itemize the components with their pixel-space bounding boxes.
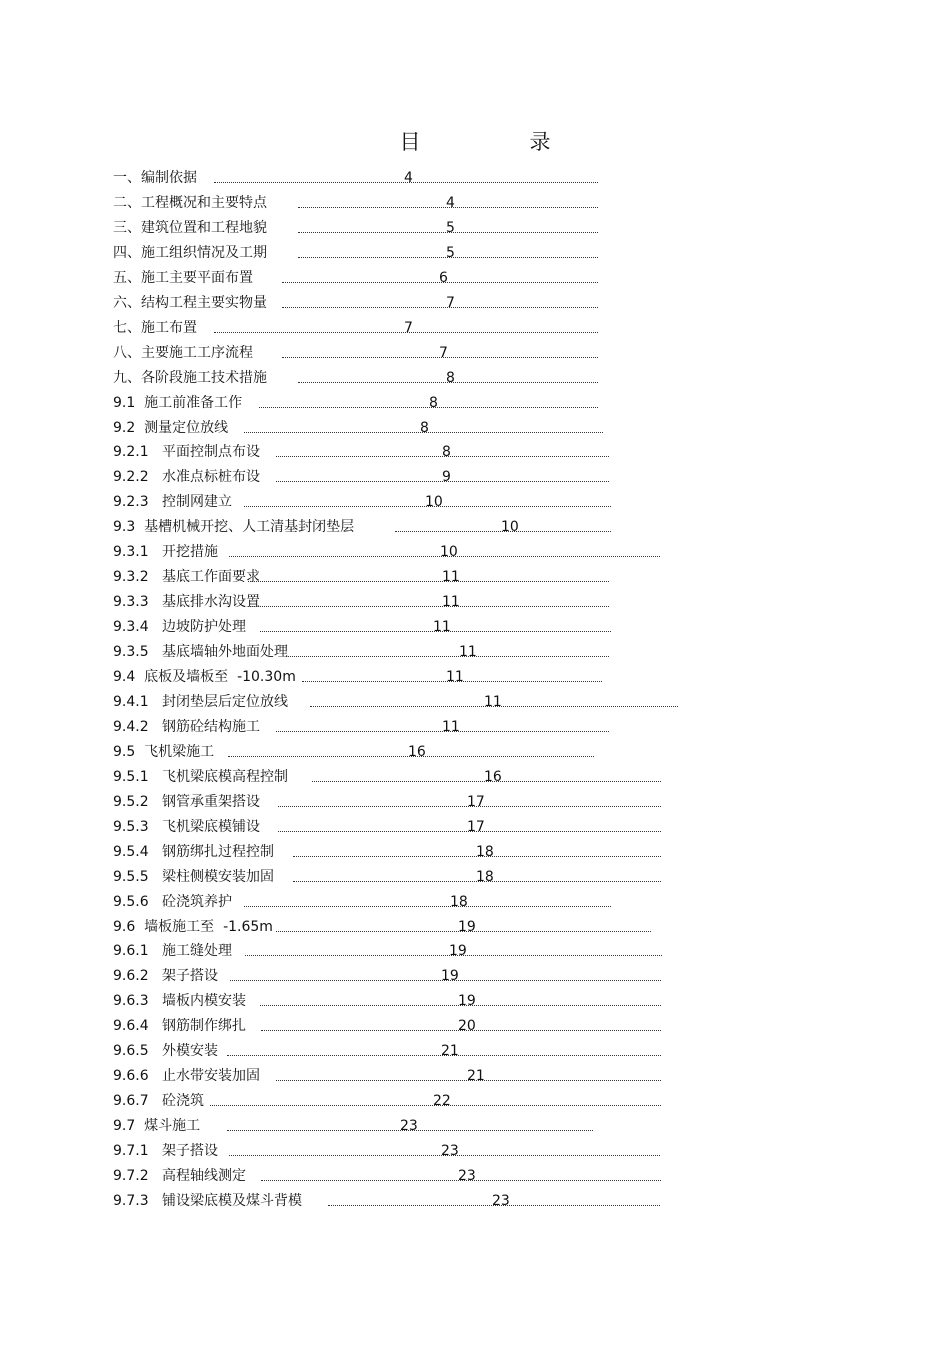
toc-entry-page-number: 7 (446, 294, 455, 311)
toc-entry[interactable] (113, 691, 678, 713)
toc-entry-label: 9.5 飞机梁施工 (113, 743, 215, 760)
toc-entry-label: 二、工程概况和主要特点 (113, 194, 267, 211)
toc-entry-page-number: 5 (446, 219, 455, 236)
toc-entry-page-number: 11 (484, 693, 502, 710)
toc-entry-label: 9.5.6 砼浇筑养护 (113, 893, 232, 910)
toc-entry-label: 9.3 基槽机械开挖、人工清基封闭垫层 (113, 519, 355, 536)
toc-entry[interactable] (113, 1090, 661, 1112)
toc-entry-label: 9.7.1 架子搭设 (113, 1143, 218, 1160)
toc-entry[interactable] (113, 1015, 661, 1037)
toc-entry-label: 9.3.2 基底工作面要求 (113, 569, 260, 586)
toc-entry-page-number: 8 (420, 419, 429, 436)
toc-entry-label: 9.2.3 控制网建立 (113, 494, 232, 511)
toc-entry[interactable] (113, 1065, 661, 1087)
toc-entry[interactable] (113, 217, 598, 239)
toc-entry-page-number: 23 (400, 1118, 418, 1135)
toc-entry-label: 9.1 施工前准备工作 (113, 394, 243, 411)
toc-entry[interactable] (113, 791, 661, 813)
dot-leader (286, 656, 609, 657)
toc-entry-page-number: 8 (429, 394, 438, 411)
toc-entry-page-number: 8 (442, 444, 451, 461)
toc-entry-page-number: 18 (450, 893, 468, 910)
dot-leader (244, 906, 611, 907)
toc-entry[interactable] (113, 616, 611, 638)
toc-entry[interactable] (113, 541, 660, 563)
toc-entry[interactable] (113, 267, 598, 289)
toc-entry[interactable] (113, 1040, 661, 1062)
toc-entry-page-number: 6 (439, 269, 448, 286)
toc-entry[interactable] (113, 940, 662, 962)
toc-entry[interactable] (113, 916, 651, 938)
toc-entry-page-number: 17 (467, 793, 485, 810)
toc-entry-label: 9.6.2 架子搭设 (113, 968, 218, 985)
toc-entry[interactable] (113, 242, 598, 264)
toc-entry[interactable] (113, 466, 609, 488)
toc-entry-label: 9.6.3 墙板内模安装 (113, 993, 246, 1010)
toc-entry[interactable] (113, 1140, 660, 1162)
toc-entry-label: 9.2.2 水准点标桩布设 (113, 469, 260, 486)
toc-entry-page-number: 23 (441, 1143, 459, 1160)
toc-entry-page-number: 18 (476, 868, 494, 885)
toc-entry[interactable] (113, 1115, 593, 1137)
toc-entry-label: 四、施工组织情况及工期 (113, 244, 267, 261)
toc-entry-page-number: 22 (433, 1093, 451, 1110)
toc-entry[interactable] (113, 566, 609, 588)
toc-entry[interactable] (113, 392, 598, 414)
toc-entry-page-number: 10 (425, 494, 443, 511)
toc-entry[interactable] (113, 317, 598, 339)
toc-entry[interactable] (113, 167, 598, 189)
toc-entry-page-number: 4 (446, 194, 455, 211)
toc-entry-label: 9.6.5 外模安装 (113, 1043, 218, 1060)
toc-entry-label: 9.5.5 梁柱侧模安装加固 (113, 868, 274, 885)
toc-entry-page-number: 11 (442, 718, 460, 735)
dot-leader (282, 307, 598, 308)
toc-entry[interactable] (113, 491, 611, 513)
toc-entry-label: 七、施工布置 (113, 319, 197, 336)
toc-entry-page-number: 11 (446, 669, 464, 685)
toc-entry-page-number: 17 (467, 818, 485, 835)
toc-entry[interactable] (113, 591, 609, 613)
toc-entry[interactable] (113, 741, 594, 763)
toc-entry[interactable] (113, 641, 609, 663)
toc-entry-label: 9.6.7 砼浇筑 (113, 1093, 204, 1110)
toc-entry[interactable] (113, 891, 611, 913)
toc-entry[interactable] (113, 516, 611, 538)
toc-entry-page-number: 18 (476, 843, 494, 860)
toc-entry-label: 9.6.4 钢筋制作绑扎 (113, 1018, 246, 1035)
toc-entry-label: 9.7 煤斗施工 (113, 1118, 201, 1135)
toc-entry[interactable] (113, 292, 598, 314)
toc-entry[interactable] (113, 367, 598, 389)
toc-entry-page-number: 21 (441, 1043, 459, 1060)
toc-entry-label: 9.5.4 钢筋绑扎过程控制 (113, 843, 274, 860)
toc-entry-page-number: 23 (492, 1192, 510, 1209)
toc-entry-label: 9.4.2 钢筋砼结构施工 (113, 718, 260, 735)
toc-entry[interactable] (113, 841, 661, 863)
toc-entry[interactable] (113, 342, 598, 364)
toc-entry-page-number: 21 (467, 1068, 485, 1085)
dot-leader (248, 581, 609, 582)
toc-entry-page-number: 19 (458, 993, 476, 1010)
toc-entry-page-number: 5 (446, 244, 455, 261)
toc-entry-page-number: 9 (442, 469, 451, 486)
toc-entry-page-number: 11 (433, 619, 451, 636)
toc-entry-label: 9.6.1 施工缝处理 (113, 943, 232, 960)
toc-entry-label: 9.5.1 飞机梁底模高程控制 (113, 768, 288, 785)
toc-entry[interactable] (113, 1165, 661, 1187)
toc-entry-page-number: 19 (441, 968, 459, 985)
toc-entry-page-number: 16 (484, 768, 502, 785)
toc-entry[interactable] (113, 716, 609, 738)
toc-entry-label: 一、编制依据 (113, 170, 197, 186)
toc-entry[interactable] (113, 965, 661, 987)
toc-entry-label: 六、结构工程主要实物量 (113, 294, 267, 311)
toc-entry-label: 9.7.3 铺设梁底模及煤斗背模 (113, 1192, 302, 1209)
toc-entry-page-number: 8 (446, 369, 455, 386)
page-title: 目 录 (399, 130, 595, 154)
toc-entry-label: 九、各阶段施工技术措施 (113, 369, 267, 386)
toc-entry-label: 9.6.6 止水带安装加固 (113, 1068, 260, 1085)
toc-entry[interactable] (113, 766, 661, 788)
toc-entry[interactable] (113, 441, 609, 463)
toc-entry-page-number: 10 (501, 519, 519, 536)
toc-entry[interactable] (113, 666, 602, 688)
toc-entry-page-number: 4 (404, 170, 413, 186)
toc-entry[interactable] (113, 417, 603, 439)
toc-entry[interactable] (113, 192, 598, 214)
toc-entry-page-number: 23 (458, 1168, 476, 1184)
toc-entry-label: 9.6 墙板施工至 -1.65m (113, 918, 273, 935)
toc-entry-page-number: 11 (459, 644, 477, 661)
toc-entry-label: 9.2 测量定位放线 (113, 419, 229, 436)
toc-entry-label: 三、建筑位置和工程地貌 (113, 219, 267, 236)
toc-entry-page-number: 7 (439, 344, 448, 361)
toc-entry-label: 9.3.4 边坡防护处理 (113, 619, 246, 636)
toc-entry-label: 9.3.5 基底墙轴外地面处理 (113, 644, 288, 661)
toc-entry-label: 9.5.3 飞机梁底模铺设 (113, 818, 260, 835)
toc-entry-page-number: 10 (440, 544, 458, 561)
toc-entry-label: 9.4 底板及墙板至 -10.30m (113, 669, 296, 685)
toc-entry-page-number: 11 (442, 594, 460, 611)
toc-entry-label: 五、施工主要平面布置 (113, 269, 253, 286)
toc-entry-page-number: 19 (458, 918, 476, 935)
toc-entry-label: 9.7.2 高程轴线测定 (113, 1168, 246, 1184)
toc-entry-page-number: 11 (442, 569, 460, 586)
toc-entry-page-number: 16 (408, 743, 426, 760)
toc-entry[interactable] (113, 816, 661, 838)
toc-entry[interactable] (113, 1190, 660, 1212)
toc-entry-label: 八、主要施工工序流程 (113, 344, 253, 361)
toc-entry[interactable] (113, 866, 661, 888)
toc-entry-label: 9.3.1 开挖措施 (113, 544, 218, 561)
toc-entry-page-number: 19 (449, 943, 467, 960)
dot-leader (248, 606, 609, 607)
toc-entry[interactable] (113, 990, 661, 1012)
toc-entry-label: 9.2.1 平面控制点布设 (113, 444, 260, 461)
toc-entry-label: 9.4.1 封闭垫层后定位放线 (113, 693, 288, 710)
toc-entry-label: 9.5.2 钢管承重架搭设 (113, 793, 260, 810)
toc-entry-page-number: 7 (404, 319, 413, 336)
toc-entry-page-number: 20 (458, 1018, 476, 1035)
toc-entry-label: 9.3.3 基底排水沟设置 (113, 594, 260, 611)
